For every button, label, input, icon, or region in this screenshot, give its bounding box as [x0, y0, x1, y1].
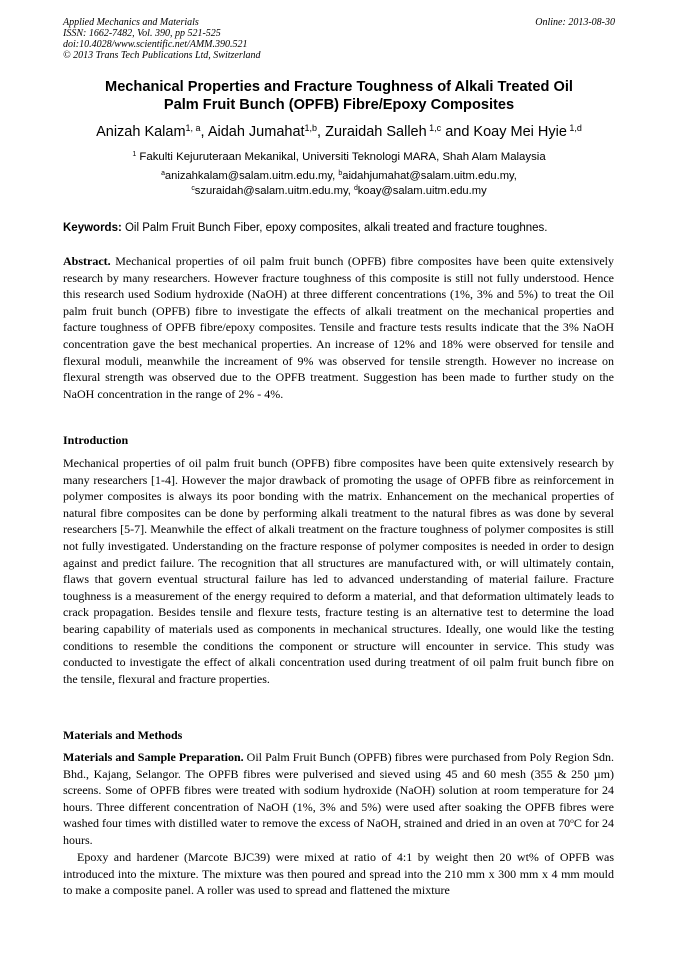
- author-name: Zuraidah Salleh: [325, 124, 427, 140]
- section-heading-introduction: Introduction: [63, 433, 129, 447]
- author-separator: ,: [317, 124, 326, 140]
- paragraph-text: C for 24 hours.: [63, 816, 615, 847]
- section-heading-materials: Materials and Methods: [63, 728, 183, 742]
- author-name: Koay Mei Hyie: [473, 124, 567, 140]
- email-line-1: [30, 169, 648, 184]
- materials-paragraph-1: [63, 749, 614, 849]
- degree-mark: o: [570, 816, 574, 826]
- introduction-paragraph: Mechanical properties of oil palm fruit bunch (OPFB) fibre composites have been quite extensively research by many researchers [1-4]. However the major drawback of promoting the usage of OPFB fibre as reinforcement in polymer composites is always its poor bonding with the matrix. Enhancement on the mechanical properties of natural fibre composites can be done by performing alkali treatment to the natural fibres as was done by several researchers [5-7]. Meanwhile the effect of alkali treatment on the fracture toughness of polymer composites is still not fully investigated. Understanding on the fracture response of polymer composites is needed in order to design against and predict failure. The recognition that all structures are manufactured with, or will ultimately contain, flaws that govern eventual structural failure has led to advanced understanding of material failure. Fracture toughness is a measurement of the energy required to deform a material, and that deformation ultimately leads to crack propagation. Besides tensile and flexure tests, fracture testing is an alternative test to determine the load bearing capability of materials used as components in mechanical structures. Ideally, one would like the testing conditions to resemble the conditions the component or structure will encounter in service. This study was conducted to investigate the effect of alkali concentration used during treatment of oil palm fruit bunch fibre on the tensile, flexural and fracture properties.: [63, 456, 614, 686]
- email-link[interactable]: szuraidah@salam.uitm.edu.my,: [194, 185, 354, 197]
- journal-header: [63, 17, 261, 61]
- author-affil-mark: 1, a: [185, 123, 201, 134]
- journal-name: Applied Mechanics and Materials: [63, 17, 199, 28]
- journal-doi: doi:10.4028/www.scientific.net/AMM.390.521: [63, 39, 248, 50]
- abstract-text: Mechanical properties of oil palm fruit bunch (OPFB) fibre composites have been quite extensively research by many researchers. However fracture toughness of this composite is still not fully understood. Hence this research used Sodium hydroxide (NaOH) at three different concentrations (1%, 3% and 5%) to treat the Oil palm fruit bunch (OPFB) fibre to investigate the effects of alkali treatment on the mechanical properties and facture toughness of OPFB fibre/epoxy composites. Tensile and fracture tests results indicate that the 3% NaOH concentration gave the best mechanical properties. An increase of 12% and 18% were observed for tensile and flexural moduli, meanwhile the increament of 9% was observed for tensile strength. However no increase on flexural strength was observed due to the OPFB treatment. Suggestion has been made to further study on the NaOH concentration in the range of 2% - 4%.: [63, 254, 614, 401]
- author-affil-mark: 1,d: [566, 123, 582, 134]
- author-name: Aidah Jumahat: [207, 124, 305, 140]
- title-line-2: Palm Fruit Bunch (OPFB) Fibre/Epoxy Composites: [163, 97, 515, 113]
- affiliation: [30, 150, 648, 164]
- paragraph-text: Oil Palm Fruit Bunch (OPFB) fibres were purchased from Poly Region Sdn. Bhd., Kajang, Selangor. The OPFB fibres were pulverised and sieved using 45 and 60 mesh (355 & 250 µm) screens. Some of OPFB fibres were treated with sodium hydroxide (NaOH) solution at room temperature for 24 hours. Three different concentration of NaOH (1%, 3% and 5%) were used after soaking the OPFB fibres were washed four times with distilled water to remove the excess of NaOH, strained and dried in an oven at 70: [63, 750, 614, 831]
- email-link[interactable]: aidahjumahat@salam.uitm.edu.my,: [342, 170, 517, 182]
- email-line-2: [30, 184, 648, 199]
- abstract-label: Abstract.: [63, 254, 111, 268]
- author-affil-mark: 1,b: [304, 123, 318, 134]
- email-list: [30, 169, 648, 199]
- affiliation-text: Fakulti Kejuruteraan Mekanikal, Universiti Teknologi MARA, Shah Alam Malaysia: [136, 151, 546, 163]
- author-list: [30, 122, 648, 142]
- email-mark: a: [161, 170, 165, 178]
- online-date: Online: 2013-08-30: [535, 17, 615, 28]
- email-link[interactable]: koay@salam.uitm.edu.my: [357, 185, 487, 197]
- author-name: Anizah Kalam: [96, 124, 186, 140]
- email-mark: b: [338, 170, 343, 178]
- materials-paragraph-2: Epoxy and hardener (Marcote BJC39) were mixed at ratio of 4:1 by weight then 20 wt% of OPFB was introduced into the mixture. The mixture was then poured and spread into the 210 mm x 300 mm x 4 mm mould to make a composite panel. A roller was used to spread and flattened the mixture: [63, 850, 614, 898]
- author-affil-mark: 1,c: [426, 123, 442, 134]
- email-link[interactable]: anizahkalam@salam.uitm.edu.my,: [164, 170, 339, 182]
- author-separator: and: [441, 124, 474, 140]
- paper-title: [48, 78, 630, 114]
- journal-issn: ISSN: 1662-7482, Vol. 390, pp 521-525: [63, 28, 221, 39]
- abstract: [63, 253, 614, 402]
- affiliation-mark: 1: [132, 151, 137, 159]
- email-mark: d: [353, 185, 358, 193]
- keywords-text: Oil Palm Fruit Bunch Fiber, epoxy composites, alkali treated and fracture toughnes.: [121, 222, 548, 234]
- keywords: [63, 221, 623, 235]
- title-line-1: Mechanical Properties and Fracture Toughness of Alkali Treated Oil: [105, 79, 573, 95]
- author-separator: ,: [200, 124, 208, 140]
- email-mark: c: [191, 185, 195, 193]
- subsection-label: Materials and Sample Preparation.: [63, 750, 244, 764]
- keywords-label: Keywords:: [63, 222, 122, 234]
- journal-copyright: © 2013 Trans Tech Publications Ltd, Switzerland: [63, 50, 261, 61]
